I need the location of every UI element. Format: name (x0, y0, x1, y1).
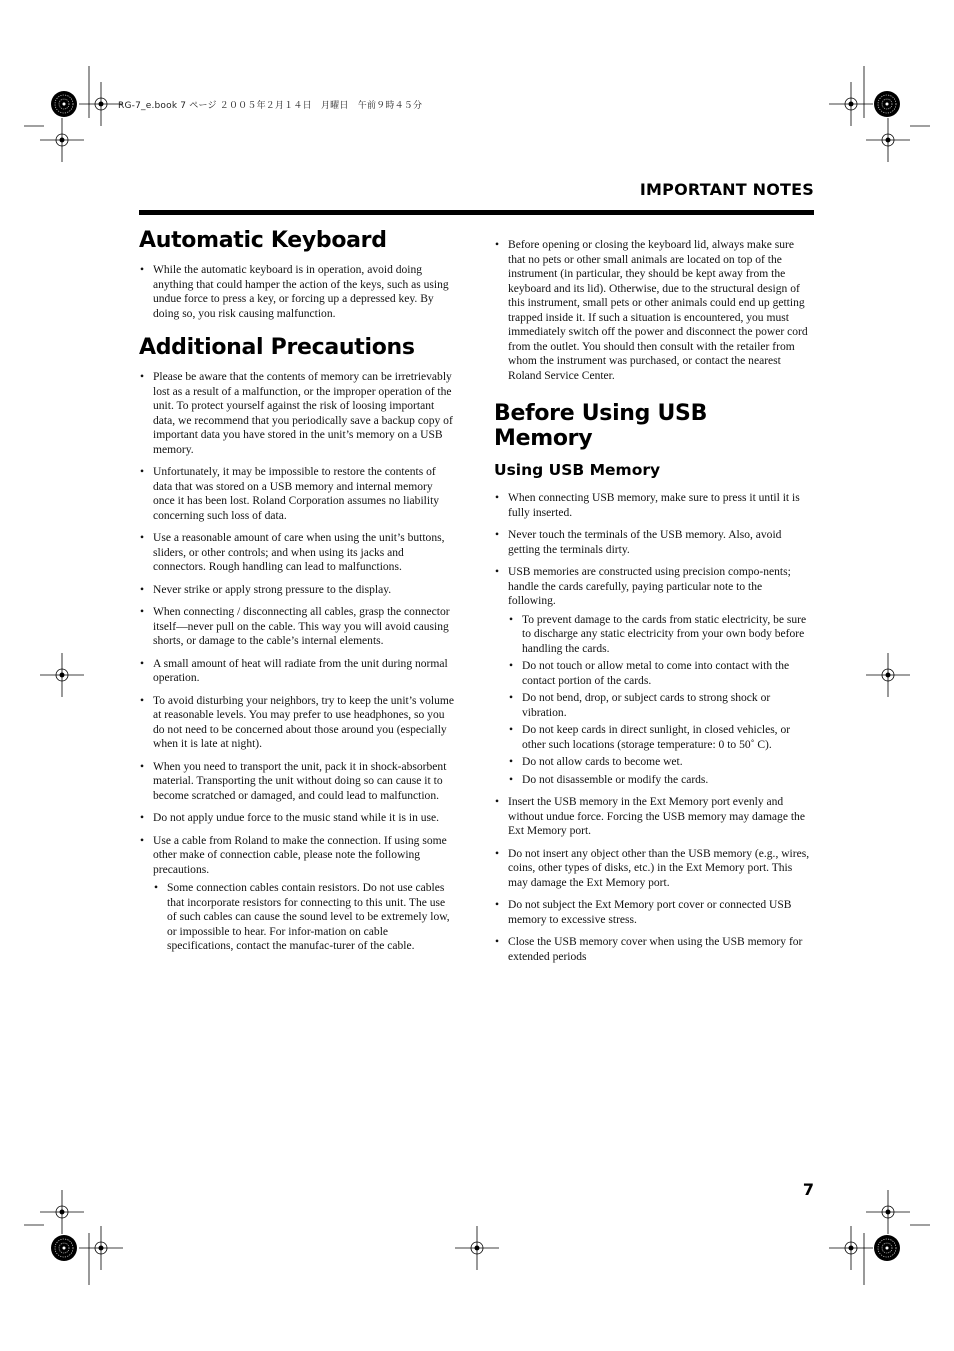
list-item: • Never touch the terminals of the USB memory. Also, avoid getting the terminals dirty. (494, 528, 812, 557)
cable-sublist (153, 881, 457, 954)
list-item-text: Use a cable from Roland to make the connection. If using some other make of connection cable, please note the following precautions. (153, 834, 447, 876)
list-item: • Use a reasonable amount of care when using the unit’s buttons, sliders, or other controls; and when using its jacks and connectors. Rough handling can lead to malfunctions. (139, 531, 457, 575)
sub-list-item: • Do not allow cards to become wet. (508, 755, 812, 770)
list-item: • Do not insert any object other than the USB memory (e.g., wires, coins, other types of disks, etc.) in the Ext Memory port. This may damage the Ext Memory port. (494, 847, 812, 891)
section-title-usb-memory: Before Using USB Memory (494, 401, 708, 451)
list-item-cable (139, 834, 457, 954)
list-item: • Do not apply undue force to the music stand while it is in use. (139, 811, 457, 826)
subsection-title-using-usb-memory: Using USB Memory (494, 461, 661, 479)
list-item: • Insert the USB memory in the Ext Memory port evenly and without undue force. Forcing the USB memory may damage the Ext Memory port. (494, 795, 812, 839)
list-item: • Unfortunately, it may be impossible to restore the contents of data that was stored on a USB memory and internal memory once it has been lost. Roland Corporation assumes no liability concerning such loss of data. (139, 465, 457, 523)
left-column (139, 228, 457, 962)
list-item-cards (494, 565, 812, 787)
list-item: • When connecting / disconnecting all cables, grasp the connector itself—never pull on the cable. This way you will avoid causing shorts, or damage to the cable’s internal elements. (139, 605, 457, 649)
page-number: 7 (802, 1180, 814, 1199)
list-item: • When you need to transport the unit, pack it in shock-absorbent material. Transporting the unit without doing so can cause it to become scratched or damaged, and could lead to malfunction. (139, 760, 457, 804)
right-column (494, 238, 812, 972)
list-item: • Do not subject the Ext Memory port cover or connected USB memory to excessive stress. (494, 898, 812, 927)
additional-precautions-list-continued (494, 238, 812, 383)
print-info: RG-7_e.book 7 ページ ２００５年２月１４日 月曜日 午前９時４５分 (118, 101, 423, 111)
list-item: • Before opening or closing the keyboard lid, always make sure that no pets or other small animals are located on top of the instrument (in particular, they should be kept away from the keyboard and its lid). Otherwise, due to the structural design of this instrument, small pets or other animals could end up getting trapped inside it. If such a situation is encountered, you must immediately switch off the power and disconnect the power cord from the outlet. You should then consult with the retailer from whom the instrument was purchased, or contact the nearest Roland Service Center. (494, 238, 812, 383)
sub-list-item: • Some connection cables contain resistors. Do not use cables that incorporate resistors for connecting to this unit. The use of such cables can cause the sound level to be extremely low, or impossible to hear. For infor-mation on cable specifications, contact the manufac-turer of the cable. (153, 881, 457, 954)
header-rule (139, 210, 814, 215)
sub-list-item: • Do not disassemble or modify the cards. (508, 773, 812, 788)
additional-precautions-list (139, 370, 457, 954)
list-item: • While the automatic keyboard is in operation, avoid doing anything that could hamper the action of the keys, such as using undue force to press a key, or forcing up a depressed key. By doing so, you risk causing malfunction. (139, 263, 457, 321)
cards-sublist (508, 613, 812, 788)
list-item: • To avoid disturbing your neighbors, try to keep the unit’s volume at reasonable levels. You may prefer to use headphones, so you do not need to be concerned about those around you (especially when it is late at night). (139, 694, 457, 752)
section-title-additional-precautions: Additional Precautions (139, 335, 415, 360)
list-item: • Close the USB memory cover when using the USB memory for extended periods (494, 935, 812, 964)
sub-list-item: • To prevent damage to the cards from static electricity, be sure to discharge any static electricity from your own body before handling the cards. (508, 613, 812, 657)
sub-list-item: • Do not bend, drop, or subject cards to strong shock or vibration. (508, 691, 812, 720)
list-item: • When connecting USB memory, make sure to press it until it is fully inserted. (494, 491, 812, 520)
usb-memory-list (494, 491, 812, 964)
list-item: • Please be aware that the contents of memory can be irretrievably lost as a result of a malfunction, or the improper operation of the unit. To protect yourself against the risk of loosing important data, we recommend that you periodically save a backup copy of important data you have stored in the unit’s memory on a USB memory. (139, 370, 457, 457)
section-title-automatic-keyboard: Automatic Keyboard (139, 228, 387, 253)
page-header-title: IMPORTANT NOTES (639, 180, 814, 199)
list-item-text: USB memories are constructed using precision compo-nents; handle the cards carefully, paying particular note to the following. (508, 566, 791, 607)
list-item: • A small amount of heat will radiate from the unit during normal operation. (139, 657, 457, 686)
list-item: • Never strike or apply strong pressure to the display. (139, 583, 457, 598)
sub-list-item: • Do not keep cards in direct sunlight, in closed vehicles, or other such locations (storage temperature: 0 to 50˚ C). (508, 723, 812, 752)
sub-list-item: • Do not touch or allow metal to come into contact with the contact portion of the cards. (508, 659, 812, 688)
automatic-keyboard-list (139, 263, 457, 321)
